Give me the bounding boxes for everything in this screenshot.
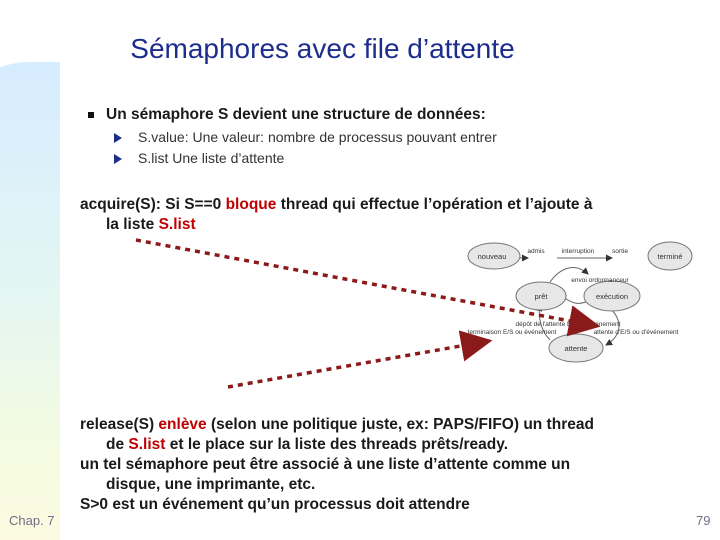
sub-bullet-text: S.list Une liste d’attente — [138, 150, 285, 166]
release-text-rest: (selon une politique juste, ex: PAPS/FIFO) un thread — [206, 416, 594, 433]
acquire-emphasis: bloque — [225, 196, 277, 213]
main-bullet-text: Un sémaphore S devient une structure de données: — [106, 106, 486, 123]
release-text-line2-rest: et le place sur la liste des threads prêts/ready. — [165, 436, 509, 453]
transition-label: envoi ordonnanceur — [571, 277, 629, 284]
transition-label: attente d'E/S ou d'événement — [593, 329, 679, 336]
transition-label: interruption — [561, 248, 595, 255]
event-text: S>0 est un événement qu’un processus doit attendre — [80, 496, 470, 513]
release-text-line2: de — [106, 436, 129, 453]
page-number: 79 — [696, 513, 711, 528]
state-label: terminé — [657, 252, 683, 261]
state-label: attente — [564, 344, 588, 353]
state-label: prêt — [534, 292, 548, 301]
association-text-line2: disque, une imprimante, etc. — [106, 476, 316, 493]
chapter-label: Chap. 7 — [9, 513, 55, 528]
transition-label: terminaison E/S ou événement — [467, 329, 557, 336]
sub-bullet-text: S.value: Une valeur: nombre de processus pouvant entrer — [138, 129, 497, 145]
release-list-emphasis: S.list — [128, 436, 166, 453]
release-emphasis: enlève — [158, 416, 207, 433]
association-text: un tel sémaphore peut être associé à une liste d’attente comme un — [80, 456, 571, 473]
acquire-text: acquire(S): Si S==0 — [80, 196, 226, 213]
state-label: nouveau — [477, 252, 507, 261]
state-label: exécution — [595, 292, 629, 301]
release-dashed-arrow — [228, 341, 489, 387]
slide-title: Sémaphores avec file d’attente — [130, 33, 515, 64]
transition-label: sortie — [612, 248, 628, 255]
transition-label: dépôt de l'attente E/S ou événement — [515, 321, 621, 328]
release-text: release(S) — [80, 416, 159, 433]
acquire-text-line2: la liste — [106, 216, 159, 233]
acquire-text-rest: thread qui effectue l’opération et l’ajoute à — [276, 196, 593, 213]
annotation-arrows — [136, 240, 597, 387]
release-paragraph — [80, 415, 594, 515]
transition-label: admis — [527, 248, 545, 255]
acquire-list-emphasis: S.list — [158, 216, 196, 233]
